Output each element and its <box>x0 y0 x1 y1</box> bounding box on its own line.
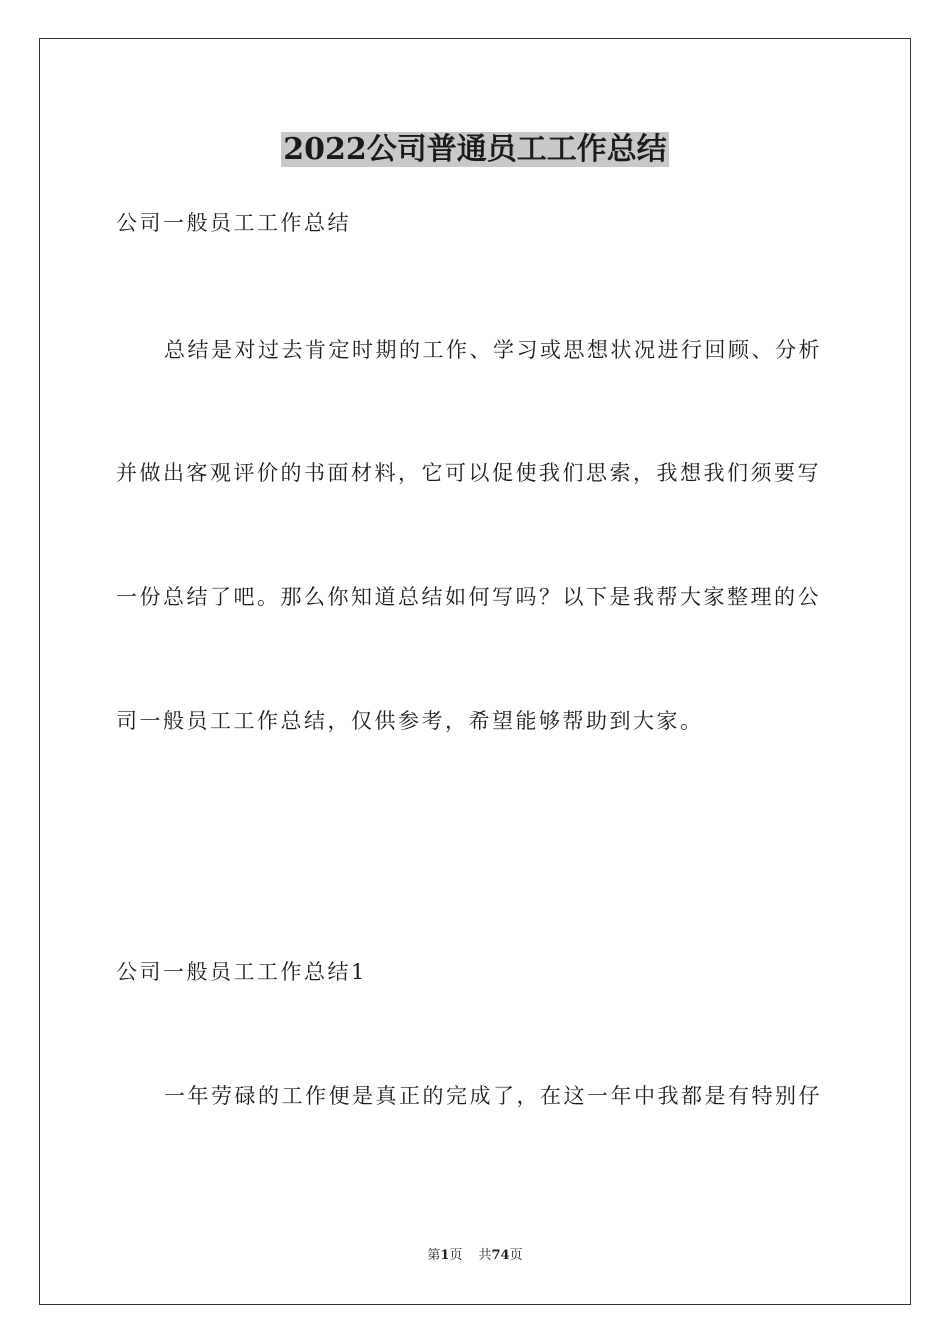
footer-page-current: 1 <box>440 1248 450 1263</box>
footer-total-suffix: 页 <box>509 1248 523 1263</box>
paragraph-line: 并做出客观评价的书面材料，它可以促使我们思索，我想我们须要写 <box>116 461 821 485</box>
footer-page-suffix: 页 <box>449 1248 463 1263</box>
footer-total-prefix: 共 <box>478 1248 492 1263</box>
page-footer <box>0 1246 950 1266</box>
document-title-text: 2022公司普通员工工作总结 <box>283 132 667 167</box>
section-heading: 公司一般员工工作总结1 <box>116 960 367 984</box>
paragraph-line: 总结是对过去肯定时期的工作、学习或思想状况进行回顾、分析 <box>164 338 822 362</box>
paragraph-line: 一年劳碌的工作便是真正的完成了，在这一年中我都是有特别仔 <box>164 1084 822 1108</box>
paragraph-line: 司一般员工工作总结，仅供参考，希望能够帮助到大家。 <box>116 709 704 733</box>
document-title <box>0 128 950 172</box>
footer-page-total: 74 <box>491 1248 510 1263</box>
section-heading: 公司一般员工工作总结 <box>116 211 351 235</box>
footer-page-prefix: 第 <box>427 1248 441 1263</box>
paragraph-line: 一份总结了吧。那么你知道总结如何写吗？以下是我帮大家整理的公 <box>116 585 821 609</box>
